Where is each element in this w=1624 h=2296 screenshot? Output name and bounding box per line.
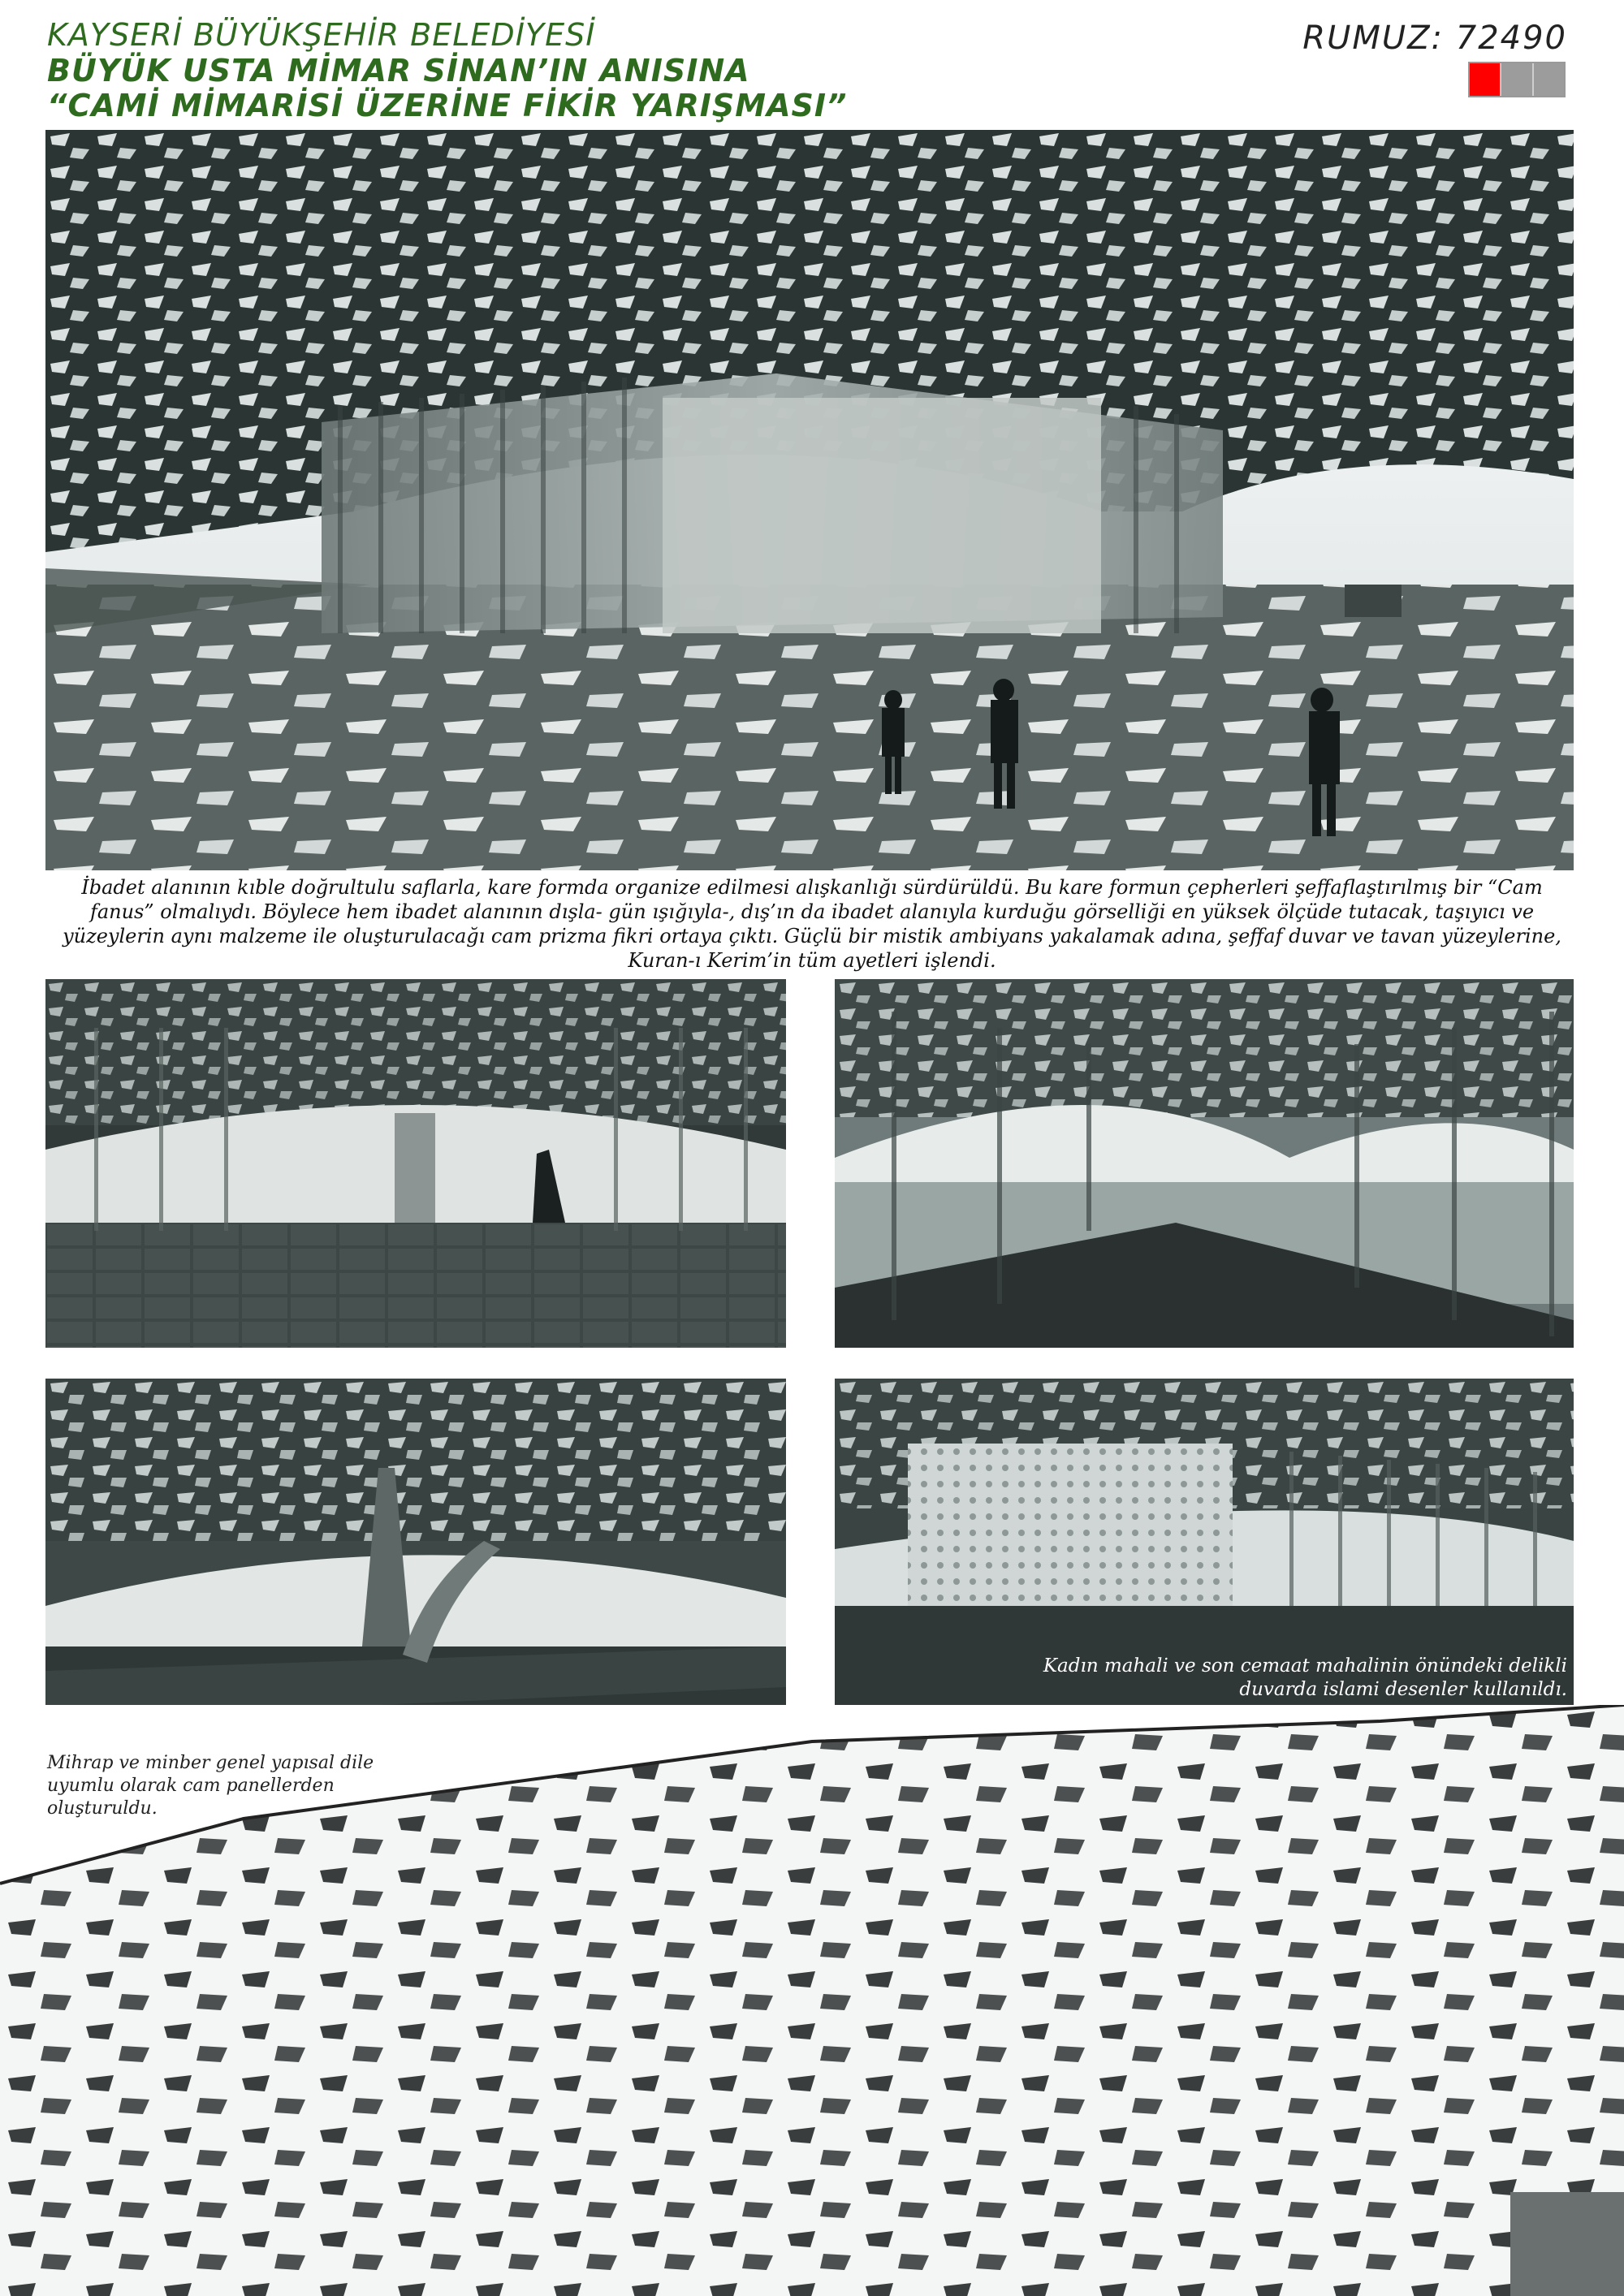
project-description: İbadet alanının kıble doğrultulu saflarla, kare formda organize edilmesi alışkanlığı sürdürüldü. Bu kare formun çepherleri şeffaflaştırılmış bir “Cam fanus” olmalıydı. Böylece hem ibadet alanının dışla- gün ışığıyla-, dış’ın da ibadet alanıyla kurduğu görselliği en yüksek ölçüde tutacak, taşıyıcı ve yüzeylerin aynı malzeme ile oluşturulacağı cam prizma fikri ortaya çıktı. Güçlü bir mistik ambiyans yakalamak adına, şeffaf duvar ve tavan yüzeylerine, Kuran-ı Kerim’in tüm ayetleri işlendi. <box>63 876 1561 972</box>
sheet-indicator-3 <box>1534 63 1564 96</box>
sheet-indicator <box>1468 62 1566 97</box>
mihrab-caption: Mihrap ve minber genel yapısal dile uyumlu olarak cam panellerden oluşturuldu. <box>47 1753 374 1819</box>
title-line-municipality: KAYSERİ BÜYÜKŞEHİR BELEDİYESİ <box>47 17 596 53</box>
interior-render-prayer-hall <box>45 979 786 1348</box>
title-line-dedication: BÜYÜK USTA MİMAR SİNAN’IN ANISINA <box>47 52 750 88</box>
interior-render-mihrab <box>45 1379 786 1747</box>
sheet-indicator-2 <box>1501 63 1533 96</box>
prayer-hall-image <box>45 979 786 1348</box>
hero-render <box>45 130 1574 870</box>
womens-section-caption: Kadın mahali ve son cemaat mahalinin önündeki delikli duvarda islami desenler kullanıldı. <box>1043 1655 1567 1700</box>
interior-render-corner <box>835 979 1574 1348</box>
title-line-competition: “CAMİ MİMARİSİ ÜZERİNE FİKİR YARIŞMASI” <box>47 88 848 124</box>
title-block <box>47 18 847 124</box>
code-label: RUMUZ: 72490 <box>1302 19 1567 57</box>
hero-render-image <box>45 130 1574 870</box>
corner-view-image <box>835 979 1574 1348</box>
mihrab-minbar-image <box>45 1379 786 1747</box>
sheet-indicator-1 <box>1470 63 1501 96</box>
